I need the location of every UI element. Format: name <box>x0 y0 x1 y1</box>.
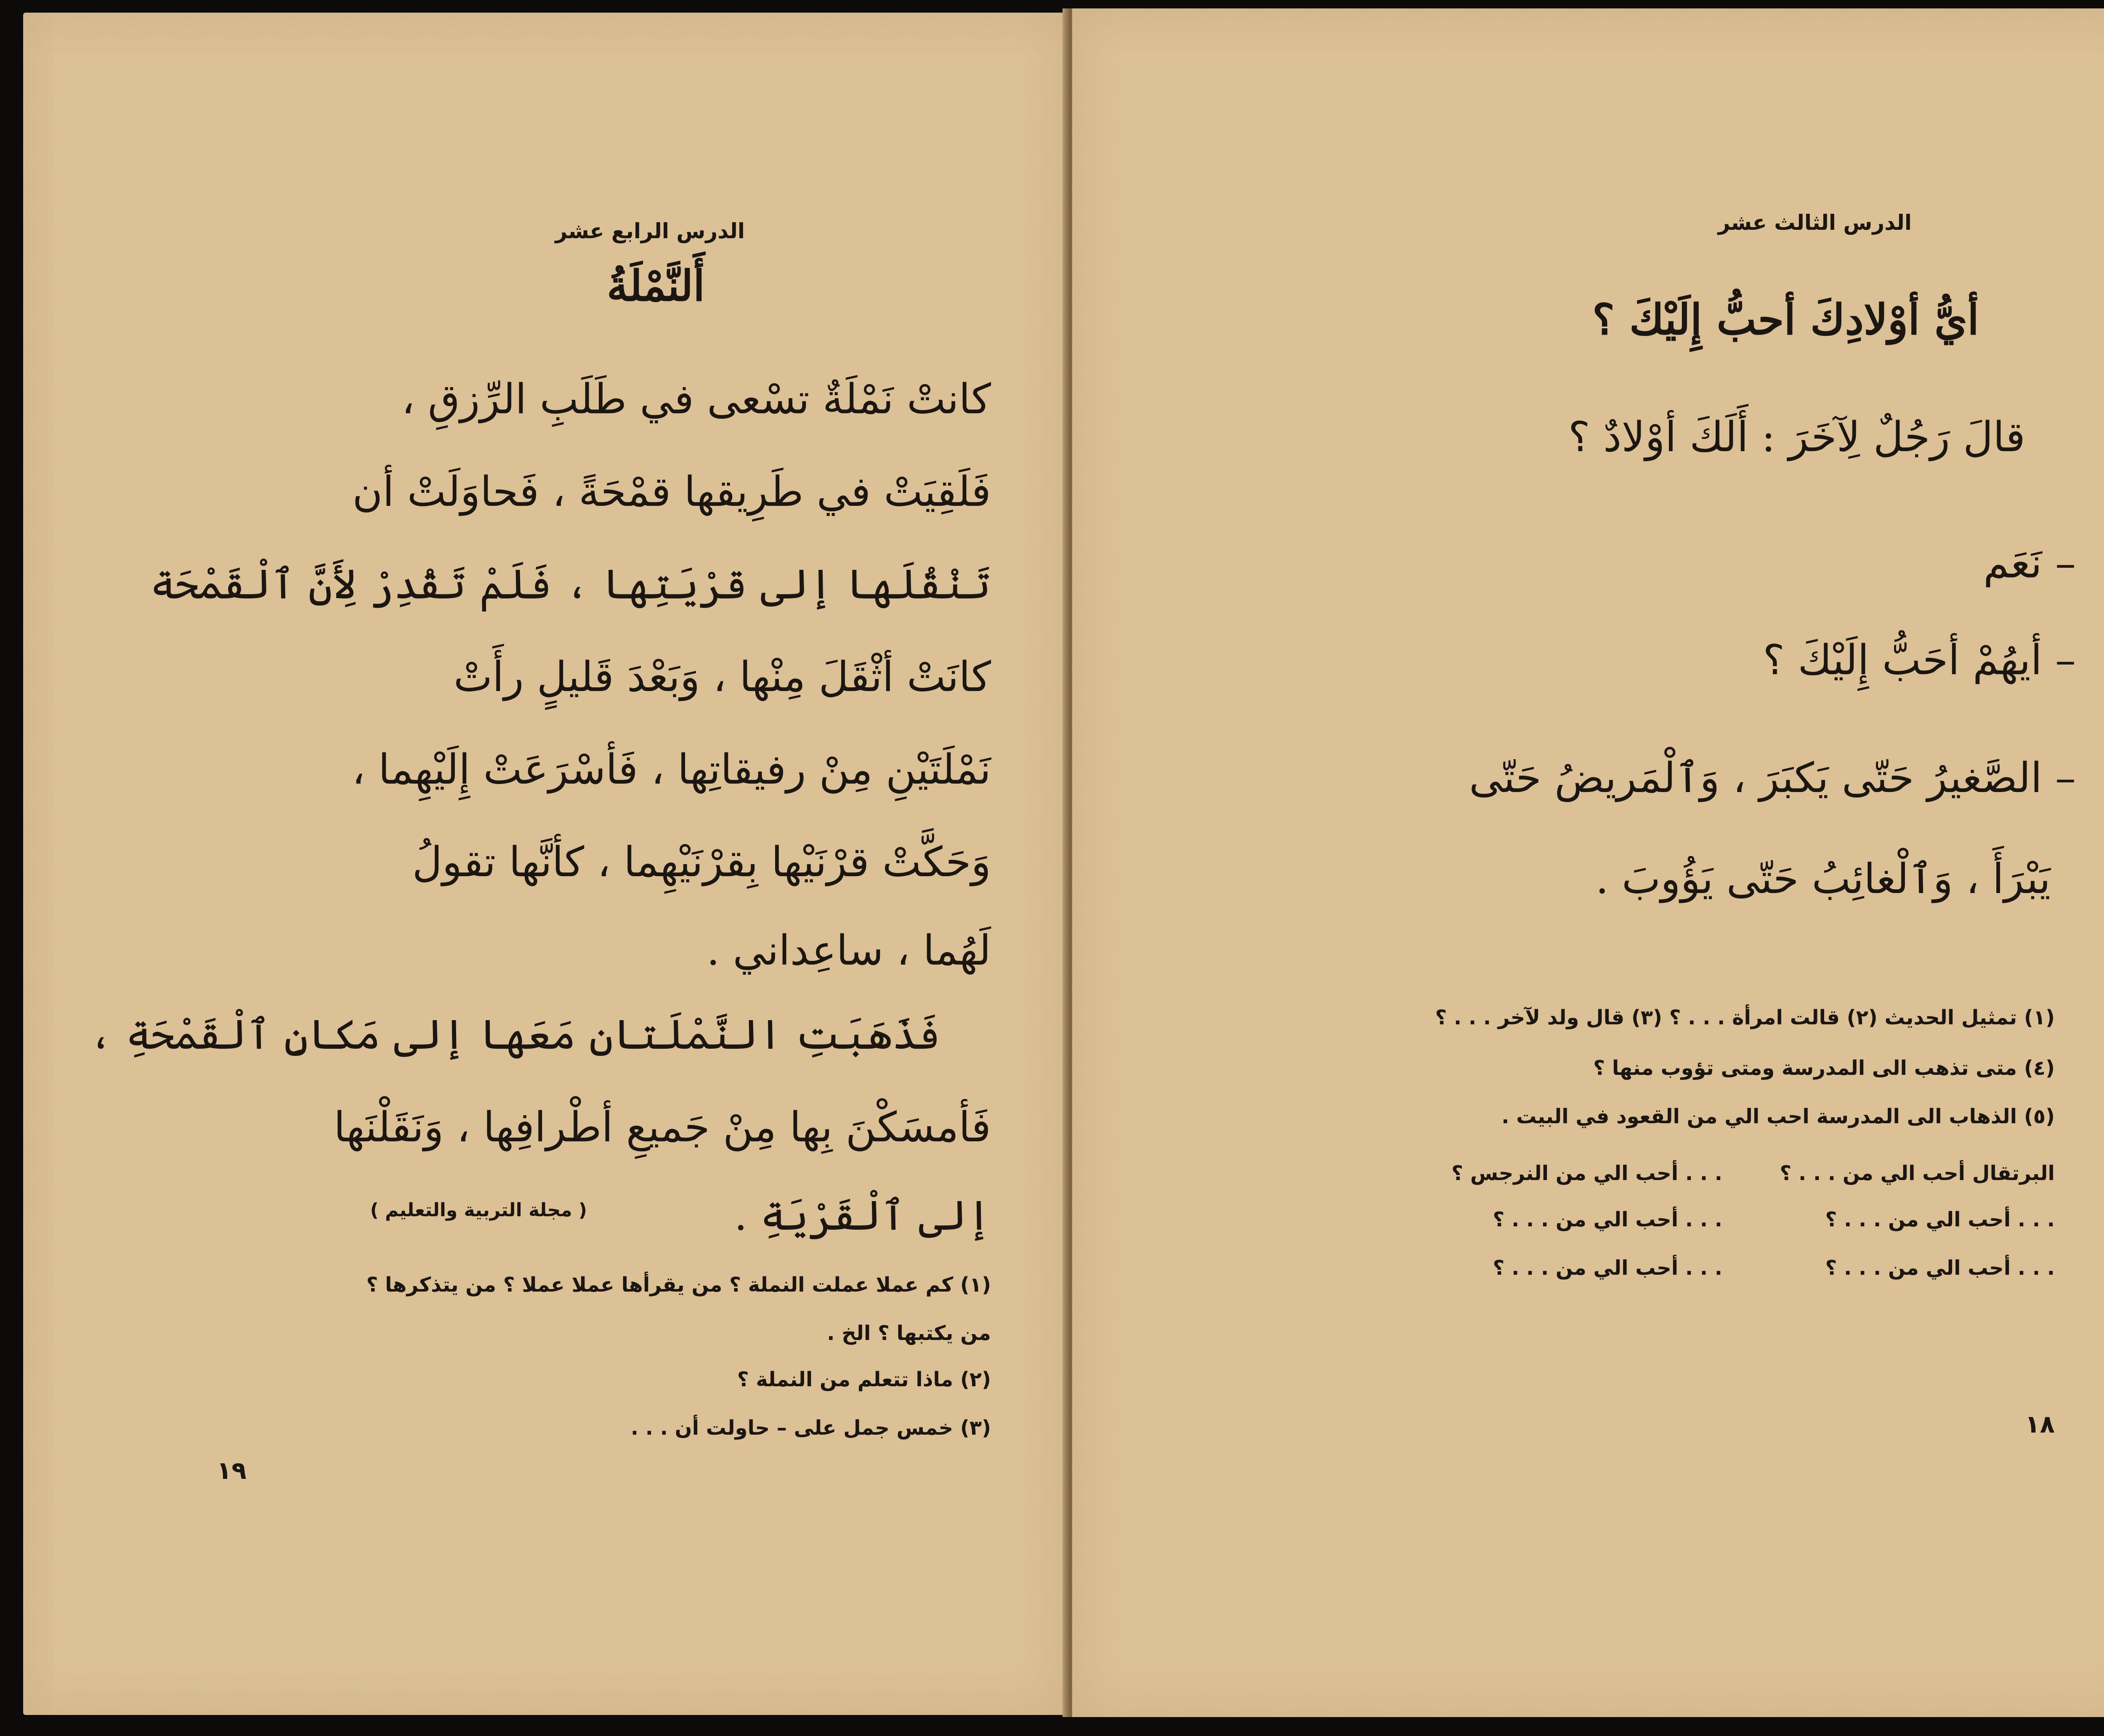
body-line: فَذَهَبَتِ النَّمْلَتان مَعَها إلى مَكانِ ٱلْقَمْحَةِ ، <box>88 1011 940 1059</box>
fill-in-item: . . . أحب الي من . . . ؟ <box>1493 1208 1722 1231</box>
exercise-line: (٣) خمس جمل على – حاولت أن . . . <box>630 1416 991 1440</box>
dialogue-line: يَبْرَأَ ، وَٱلْغائِبُ حَتّى يَؤُوبَ . <box>1595 855 2051 903</box>
fill-in-item: . . . أحب الي من . . . ؟ <box>1825 1208 2055 1231</box>
body-line: لَهُما ، ساعِداني . <box>707 927 991 975</box>
body-line: فَأمسَكْنَ بِها مِنْ جَميعِ أطْرافِها ، وَنَقَلْنَها <box>334 1103 991 1151</box>
fill-in-item: البرتقال أحب الي من . . . ؟ <box>1780 1162 2055 1185</box>
source-citation: ( مجلة التربية والتعليم ) <box>370 1199 587 1221</box>
fill-in-item: . . . أحب الي من . . . ؟ <box>1493 1256 1722 1280</box>
lesson-title: أيُّ أوْلادِكَ أحبُّ إِلَيْكَ ؟ <box>1592 295 1979 344</box>
exercise-line: (٤) متى تذهب الى المدرسة ومتى تؤوب منها ؟ <box>1593 1056 2055 1080</box>
exercise-line: (١) كم عملا عملت النملة ؟ من يقرأها عملا عملا ؟ من يتذكرها ؟ <box>366 1273 991 1297</box>
left-page <box>23 13 1067 1715</box>
lesson-label: الدرس الرابع عشر <box>555 219 745 243</box>
body-line: كانتْ نَمْلَةٌ تسْعى في طَلَبِ الرِّزقِ ، <box>401 375 991 423</box>
body-line: تَنْقُلَها إلى قرْيَتِها ، فَلَمْ تَقْدِرْ لِأَنَّ ٱلْقَمْحَة <box>150 561 991 609</box>
lesson-title: أَلنَّمْلَةُ <box>607 261 705 311</box>
exercise-line: من يكتبها ؟ الخ . <box>827 1321 991 1345</box>
body-line: قالَ رَجُلٌ لِآخَرَ : أَلَكَ أوْلادٌ ؟ <box>1568 413 2025 461</box>
fill-in-item: . . . أحب الي من . . . ؟ <box>1825 1256 2055 1280</box>
exercise-line: (٥) الذهاب الى المدرسة احب الي من القعود في البيت . <box>1501 1105 2055 1128</box>
body-line: كانَتْ أثْقَلَ مِنْها ، وَبَعْدَ قَليلٍ رأَتْ <box>453 653 991 701</box>
body-line: إلى ٱلْقَرْيَةِ . <box>734 1192 991 1240</box>
lesson-label: الدرس الثالث عشر <box>1718 210 1912 235</box>
body-line: نَمْلَتَيْنِ مِنْ رفيقاتِها ، فَأسْرَعَتْ إِلَيْهِما ، <box>352 746 991 794</box>
exercise-line: (١) تمثيل الحديث (٢) قالت امرأة . . . ؟ (٣) قال ولد لآخر . . . ؟ <box>1435 1006 2055 1029</box>
exercise-line: (٢) ماذا تتعلم من النملة ؟ <box>737 1368 991 1391</box>
dialogue-line: – نَعَم <box>1983 540 2076 588</box>
dialogue-line: – الصَّغيرُ حَتّى يَكبَرَ ، وَٱلْمَريضُ حَتّى <box>1469 754 2076 802</box>
page-number: ١٨ <box>2025 1410 2055 1438</box>
dialogue-line: – أيهُمْ أحَبُّ إِلَيْكَ ؟ <box>1763 636 2076 684</box>
page-number: ١٩ <box>217 1456 247 1485</box>
body-line: فَلَقِيَتْ في طَرِيقها قمْحَةً ، فَحاوَلَتْ أن <box>352 468 991 516</box>
right-page <box>1072 8 2104 1717</box>
fill-in-item: . . . أحب الي من النرجس ؟ <box>1451 1162 1722 1185</box>
body-line: وَحَكَّتْ قرْنَيْها بِقرْنَيْهِما ، كأنَّها تقولُ <box>412 838 991 886</box>
